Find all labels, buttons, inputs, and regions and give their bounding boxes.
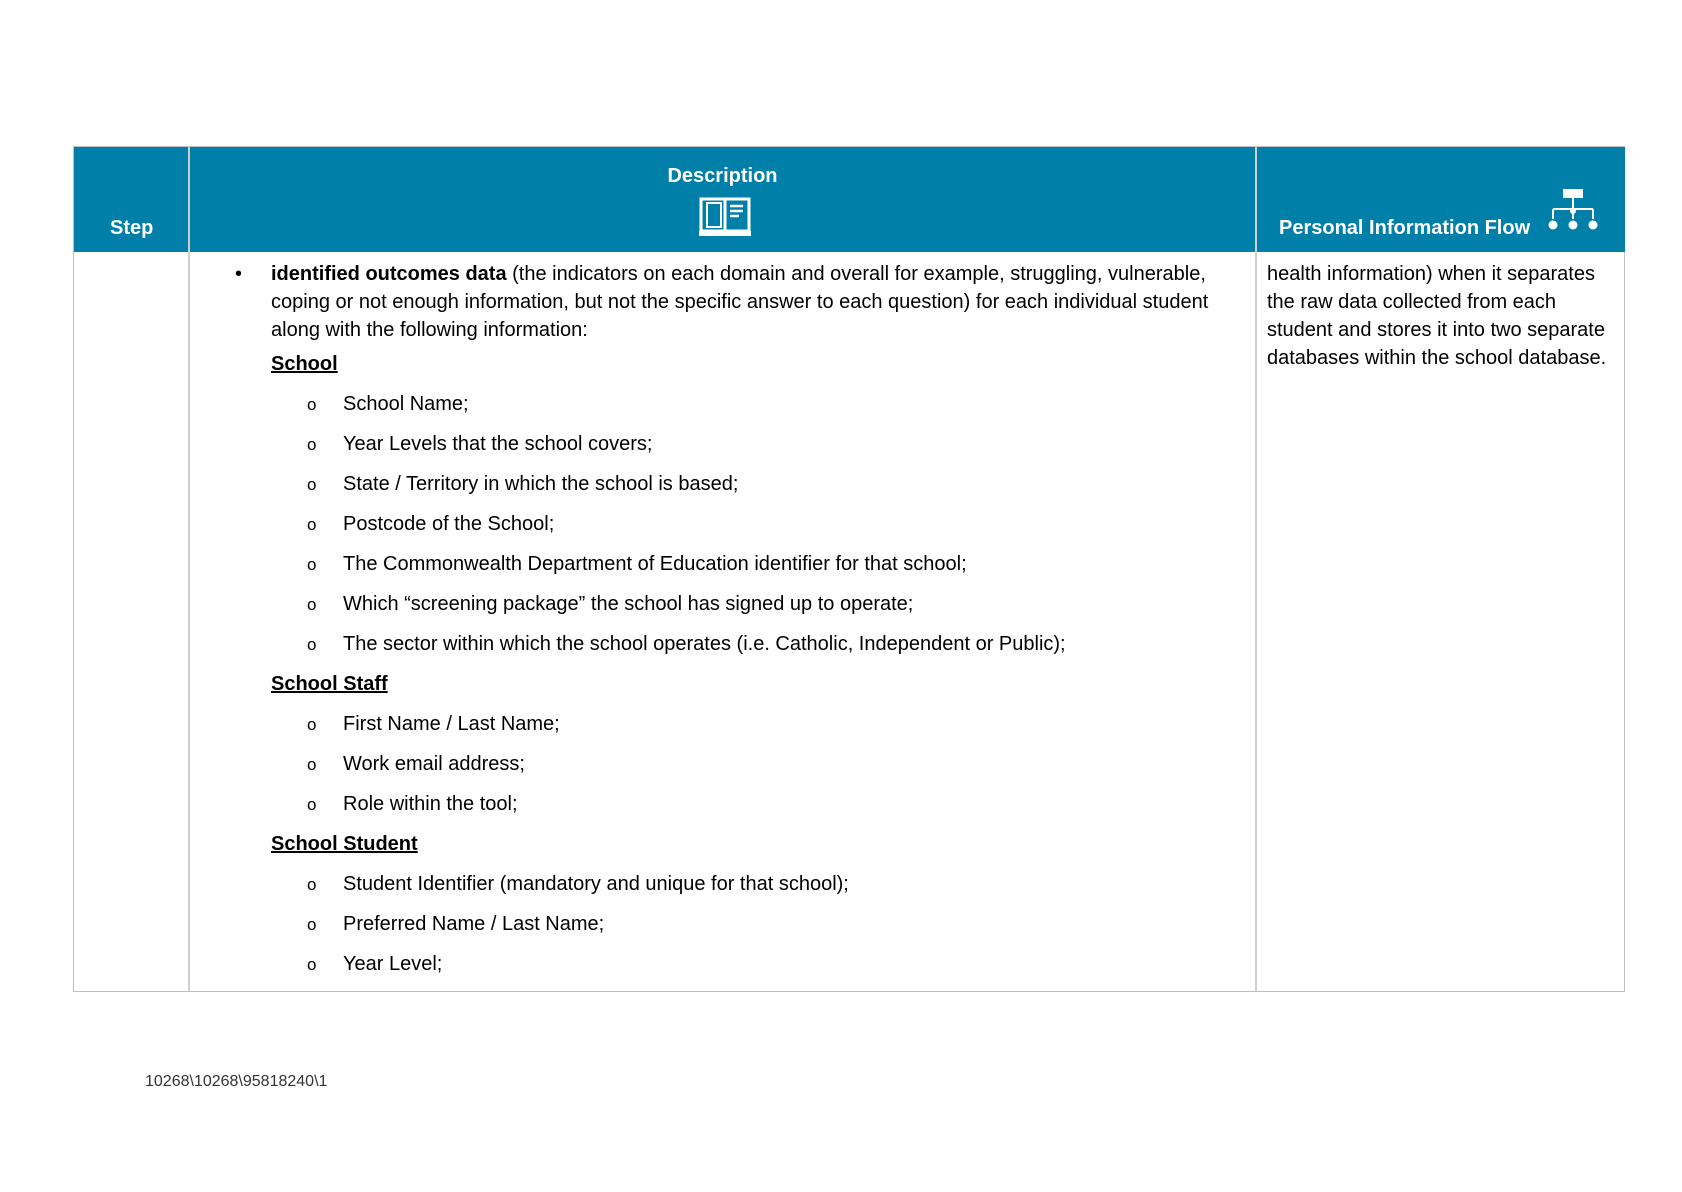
- list-item-text: Work email address;: [343, 753, 525, 775]
- list-marker: o: [307, 755, 317, 774]
- list-marker: o: [307, 635, 317, 654]
- flow-description: health information) when it separates the raw data collected from each student and stores it into two separate databases within the school database.: [1267, 263, 1607, 369]
- list-item: [307, 870, 849, 899]
- list-item-text: Year Level;: [343, 953, 443, 975]
- list-marker: o: [307, 595, 317, 614]
- list-item: [307, 550, 967, 579]
- list-item-text: School Name;: [343, 393, 469, 415]
- column-divider: [188, 147, 190, 991]
- list-marker: o: [307, 915, 317, 934]
- step-header: [74, 147, 188, 252]
- list-item-text: Year Levels that the school covers;: [343, 433, 653, 455]
- list-marker: o: [307, 555, 317, 574]
- list-item: [307, 790, 518, 819]
- list-marker: o: [307, 795, 317, 814]
- bold-term: identified outcomes data: [271, 263, 507, 285]
- flow-header: [1257, 147, 1625, 252]
- list-marker: o: [307, 395, 317, 414]
- section-heading-school-staff: School Staff: [271, 673, 388, 695]
- list-item-text: First Name / Last Name;: [343, 713, 560, 735]
- flow-header-label: Personal Information Flow: [1279, 217, 1531, 239]
- section-heading-school-student: School Student: [271, 833, 418, 855]
- list-marker: o: [307, 875, 317, 894]
- document-reference: 10268\10268\95818240\1: [145, 1073, 328, 1090]
- list-marker: o: [307, 475, 317, 494]
- list-item: [307, 430, 652, 459]
- list-item-text: Preferred Name / Last Name;: [343, 913, 605, 935]
- list-item-text: The Commonwealth Department of Education identifier for that school;: [343, 553, 967, 575]
- list-marker: o: [307, 515, 317, 534]
- bullet-marker: •: [235, 263, 243, 285]
- list-item: [307, 950, 442, 979]
- list-item-text: Student Identifier (mandatory and unique for that school);: [343, 873, 849, 895]
- description-header-label: Description: [667, 165, 778, 187]
- description-header: [189, 147, 1256, 252]
- list-item-text: Role within the tool;: [343, 793, 518, 815]
- list-item-text: Which “screening package” the school has signed up to operate;: [343, 593, 914, 615]
- list-marker: o: [307, 715, 317, 734]
- list-marker: o: [307, 435, 317, 454]
- paragraph-text: (the indicators on each domain and overall for example, struggling, vulnerable, coping or not enough information, but not the specific answer to each question) for each individual student along with the following information:: [271, 263, 1209, 341]
- list-item: [307, 470, 738, 499]
- list-item: [307, 510, 554, 539]
- list-item-text: The sector within which the school operates (i.e. Catholic, Independent or Public);: [343, 633, 1066, 655]
- step-header-label: Step: [110, 217, 154, 239]
- list-item: [307, 390, 469, 419]
- open-book-icon: [697, 195, 753, 239]
- list-item: [307, 590, 913, 619]
- list-item: [307, 910, 604, 939]
- list-item: [307, 710, 560, 739]
- outcomes-paragraph: [271, 260, 1231, 344]
- column-divider: [1255, 147, 1257, 991]
- list-marker: o: [307, 955, 317, 974]
- hierarchy-flow-icon: [1545, 187, 1601, 233]
- list-item-text: Postcode of the School;: [343, 513, 555, 535]
- list-item-text: State / Territory in which the school is based;: [343, 473, 739, 495]
- list-item: [307, 630, 1066, 659]
- list-item: [307, 750, 525, 779]
- section-heading-school: School: [271, 353, 338, 375]
- document-table: [73, 146, 1625, 992]
